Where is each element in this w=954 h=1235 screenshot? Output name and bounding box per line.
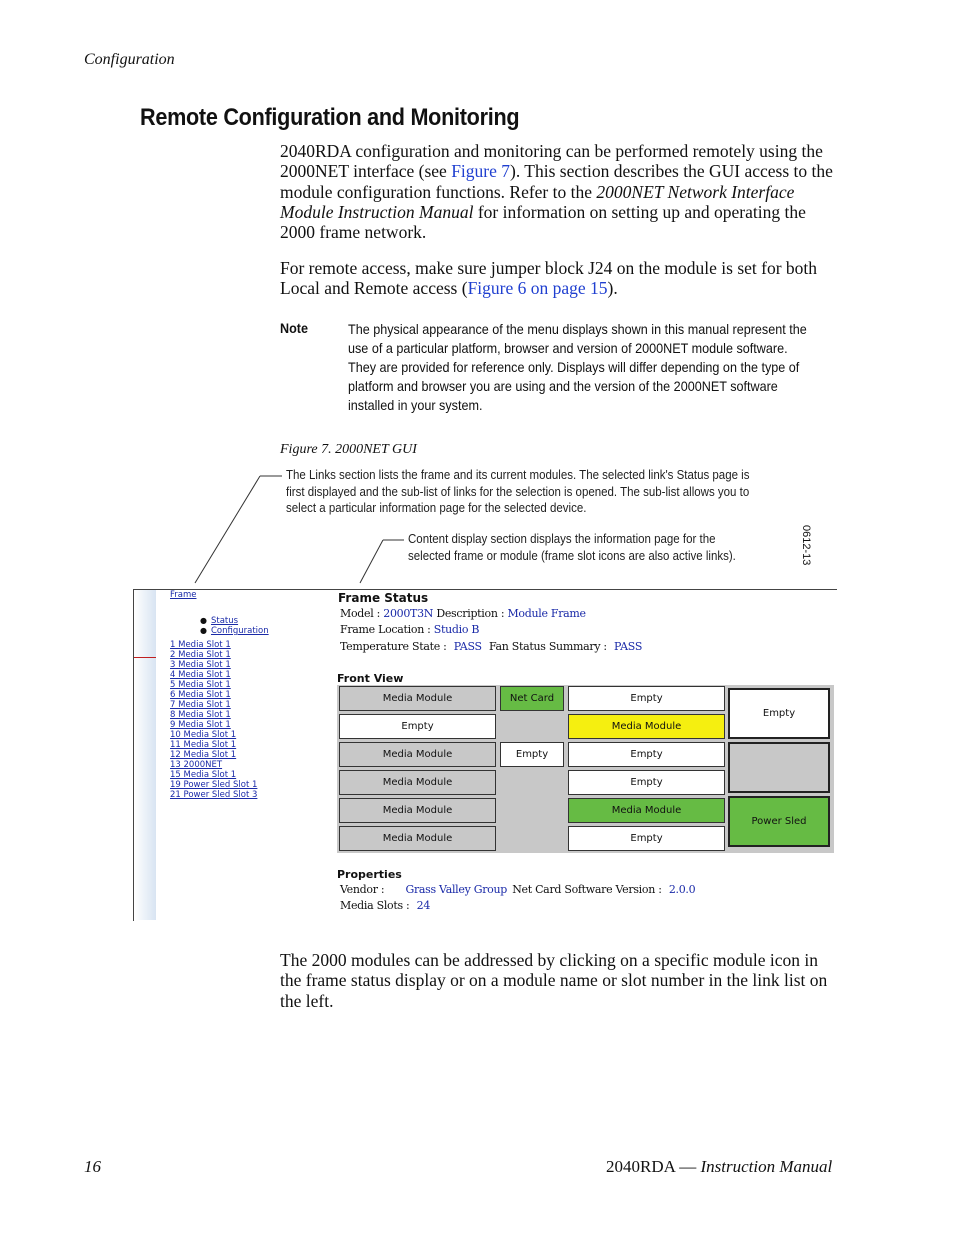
slot-link[interactable]: 4 Media Slot 1 <box>170 670 231 680</box>
slot-module[interactable]: Media Module <box>339 798 496 823</box>
slot-link[interactable]: 8 Media Slot 1 <box>170 710 231 720</box>
slot-module[interactable]: Empty <box>339 714 496 739</box>
slot-module[interactable]: Media Module <box>339 742 496 767</box>
remote-text-2: ). <box>607 278 618 299</box>
page-number: 16 <box>84 1157 101 1176</box>
links-callout: The Links section lists the frame and its current modules. The selected link's Status page is first displayed and the sub-list of links for the selection is opened. The sub-list allows you to select a particular information page for the selected device. <box>286 468 750 515</box>
slot-module[interactable]: Media Module <box>568 798 725 823</box>
running-header: Configuration <box>84 51 175 68</box>
vendor-value: Grass Valley Group <box>405 883 508 896</box>
media-slots-row <box>340 899 430 912</box>
power-slot[interactable] <box>728 742 830 793</box>
slot-link[interactable]: 13 2000NET <box>170 760 223 770</box>
slot-module[interactable]: Media Module <box>339 826 496 851</box>
note-label: Note <box>280 320 309 336</box>
frame-link[interactable]: Frame <box>170 590 197 600</box>
callout-line-content <box>360 540 383 583</box>
net-card-module[interactable]: Net Card <box>500 686 564 711</box>
power-sled-slot[interactable]: Power Sled <box>728 796 830 847</box>
bullet-icon: ● <box>200 626 207 635</box>
selection-marker <box>134 657 156 658</box>
footer-title <box>606 1157 832 1177</box>
slot-link[interactable]: 15 Media Slot 1 <box>170 770 237 780</box>
intro-text-1: 2040RDA configuration and monitoring can be performed remotely using the 2000NET interface (see <box>280 141 823 182</box>
content-callout: Content display section displays the information page for the selected frame or module (frame slot icons are also active links). <box>408 532 736 563</box>
callout-line-links <box>195 476 260 583</box>
fan-value: PASS <box>614 640 643 653</box>
slot-module[interactable]: Empty <box>500 742 564 767</box>
temperature-value: PASS <box>453 640 482 653</box>
slot-link[interactable]: 6 Media Slot 1 <box>170 690 231 700</box>
footer-title-plain: 2040RDA — <box>606 1157 701 1176</box>
net-sw-label: Net Card Software Version : <box>512 883 662 896</box>
media-slots-value: 24 <box>416 899 431 912</box>
slot-link[interactable]: 10 Media Slot 1 <box>170 730 237 740</box>
slot-link[interactable]: 2 Media Slot 1 <box>170 650 231 660</box>
temperature-row <box>340 640 642 653</box>
manual-title: 2000NET Network Interface Module Instruction Manual <box>280 181 795 222</box>
gui-left-edge <box>134 590 156 920</box>
temperature-label: Temperature State : <box>340 640 447 653</box>
intro-text-3: for information on setting up and operating the 2000 frame network. <box>280 201 806 243</box>
note-text: The physical appearance of the menu displays shown in this manual represent the use of a particular platform, browser and version of 2000NET module software. They are provided for reference only. Displays will differ depending on the type of platform and browser you are using and the version of the 2000NET software installed in your system. <box>348 321 807 413</box>
slot-link-list <box>170 640 257 800</box>
status-link-label[interactable]: Status <box>210 616 239 626</box>
figure-number: 0612-13 <box>800 525 812 566</box>
slot-link[interactable]: 1 Media Slot 1 <box>170 640 231 650</box>
figure-caption: Figure 7. 2000NET GUI <box>280 442 417 457</box>
slot-link[interactable]: 19 Power Sled Slot 1 <box>170 780 258 790</box>
slot-link[interactable]: 11 Media Slot 1 <box>170 740 237 750</box>
frame-status-title: Frame Status <box>338 591 429 605</box>
description-value: Module Frame <box>507 607 586 620</box>
slot-module[interactable]: Empty <box>568 770 725 795</box>
addressing-paragraph: The 2000 modules can be addressed by clicking on a specific module icon in the frame status display or on a module name or slot number in the link list on the left. <box>280 950 828 1011</box>
vendor-label: Vendor : <box>340 883 385 896</box>
remote-text-1: For remote access, make sure jumper block J24 on the module is set for both Local and Remote access ( <box>280 258 818 299</box>
fan-label: Fan Status Summary : <box>488 640 607 653</box>
footer-title-italic: Instruction Manual <box>700 1157 833 1176</box>
slot-module[interactable]: Media Module <box>339 686 496 711</box>
media-slots-label: Media Slots : <box>340 899 410 912</box>
configuration-sublink[interactable] <box>200 620 269 638</box>
figure-6-link[interactable]: Figure 6 on page 15 <box>467 278 608 299</box>
slot-link[interactable]: 5 Media Slot 1 <box>170 680 231 690</box>
model-row <box>340 607 586 620</box>
location-value: Studio B <box>433 623 480 636</box>
slot-link[interactable]: 12 Media Slot 1 <box>170 750 237 760</box>
slot-module[interactable]: Empty <box>568 686 725 711</box>
location-row <box>340 623 479 636</box>
power-slot[interactable]: Empty <box>728 688 830 739</box>
bullet-icon: ● <box>200 616 207 625</box>
slot-link[interactable]: 9 Media Slot 1 <box>170 720 231 730</box>
model-value: 2000T3N <box>383 607 434 620</box>
slot-link[interactable]: 7 Media Slot 1 <box>170 700 231 710</box>
section-heading: Remote Configuration and Monitoring <box>140 104 520 131</box>
model-label: Model : <box>340 607 381 620</box>
slot-module[interactable]: Media Module <box>568 714 725 739</box>
front-view-title: Front View <box>337 672 404 685</box>
slot-link[interactable]: 21 Power Sled Slot 3 <box>170 790 258 800</box>
figure-7-link[interactable]: Figure 7 <box>451 161 511 182</box>
net-sw-value: 2.0.0 <box>668 883 696 896</box>
vendor-row <box>340 883 695 896</box>
intro-text-2: ). This section describes the GUI access to the module configuration functions. Refer to the <box>280 161 833 202</box>
location-label: Frame Location : <box>340 623 431 636</box>
slot-module[interactable]: Media Module <box>339 770 496 795</box>
properties-title: Properties <box>337 868 402 881</box>
slot-module[interactable]: Empty <box>568 742 725 767</box>
configuration-link-label[interactable]: Configuration <box>210 626 269 636</box>
description-label: Description : <box>436 607 505 620</box>
slot-link[interactable]: 3 Media Slot 1 <box>170 660 231 670</box>
slot-module[interactable]: Empty <box>568 826 725 851</box>
